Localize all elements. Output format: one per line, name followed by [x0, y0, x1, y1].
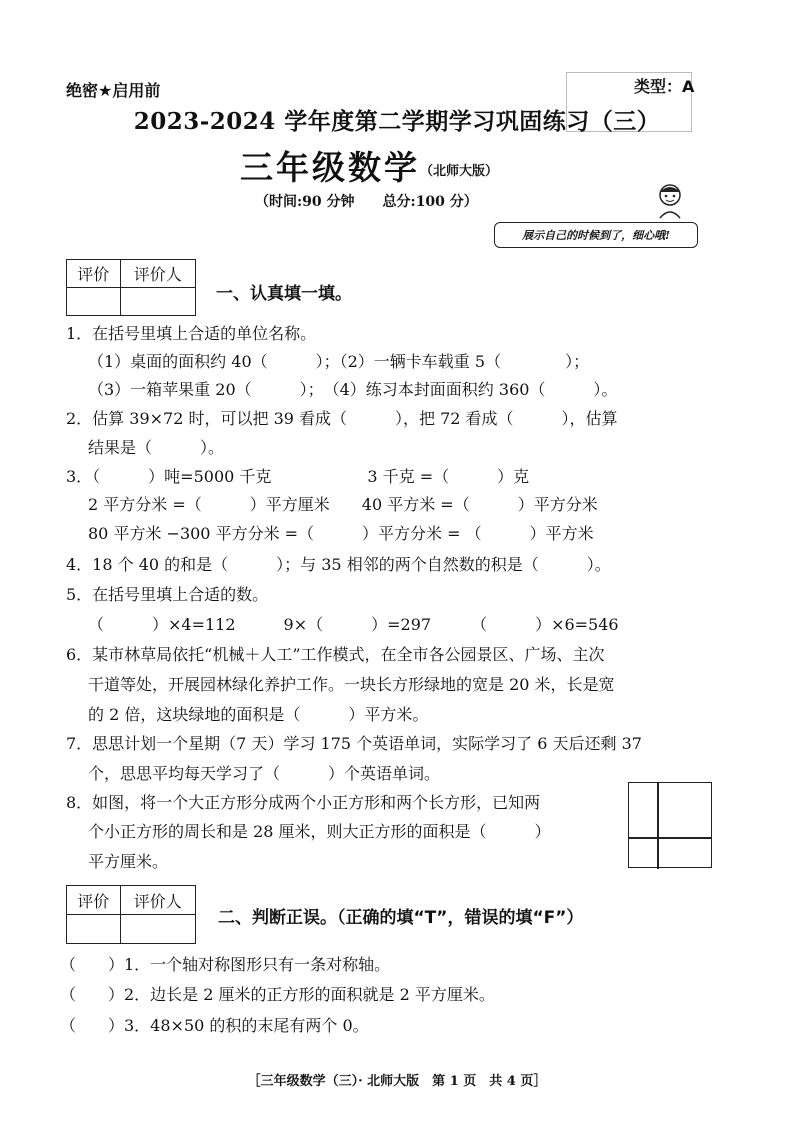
square-figure	[628, 782, 712, 868]
page-footer: ［三年级数学（三）· 北师大版 第 1 页 共 4 页］	[247, 1074, 547, 1089]
question-line: 1．在括号里填上合适的单位名称。	[66, 324, 317, 343]
grader-col-label: 评价人	[120, 260, 195, 288]
question-line: （1）桌面的面积约 40（ ）；（2）一辆卡车载重 5（ ）；	[88, 352, 590, 371]
question-line: 80 平方米 −300 平方分米 =（ ）平方分米 = （ ）平方米	[88, 524, 594, 543]
confidential-label: 绝密★启用前	[66, 81, 161, 100]
section-1-title: 一、认真填一填。	[216, 284, 352, 304]
grade-cell[interactable]	[67, 288, 121, 316]
question-line: 个小正方形的周长和是 28 厘米，则大正方形的面积是（ ）	[88, 822, 551, 841]
question-line: 8．如图，将一个大正方形分成两个小正方形和两个长方形，已知两	[66, 793, 541, 812]
judgment-line: （ ）2．边长是 2 厘米的正方形的面积就是 2 平方厘米。	[60, 985, 495, 1004]
grader-cell[interactable]	[120, 288, 195, 316]
exam-title: 2023-2024 学年度第二学期学习巩固练习（三）	[133, 108, 661, 135]
grade-cell[interactable]	[67, 915, 121, 944]
question-line: 7．思思计划一个星期（7 天）学习 175 个英语单词，实际学习了 6 天后还剩 37	[66, 734, 642, 753]
question-line: 4．18 个 40 的和是（ ）；与 35 相邻的两个自然数的积是（ ）。	[66, 555, 611, 574]
grade-col-label: 评价	[67, 260, 121, 288]
question-line: 的 2 倍，这块绿地的面积是（ ）平方米。	[88, 705, 429, 724]
question-line: 6．某市林草局依托“机械＋人工”工作模式，在全市各公园景区、广场、主次	[66, 645, 605, 664]
grade-table-2	[66, 885, 196, 944]
question-line: 结果是（ ）。	[88, 438, 225, 457]
question-line: （3）一箱苹果重 20（ ）； （4）练习本封面面积约 360（ ）。	[88, 380, 618, 399]
grade-col-label: 评价	[67, 886, 121, 915]
question-line: 个，思思平均每天学习了（ ）个英语单词。	[88, 764, 441, 783]
exam-type-label: 类型：A	[634, 77, 695, 96]
question-line: 干道等处，开展园林绿化养护工作。一块长方形绿地的宽是 20 米，长是宽	[88, 675, 615, 694]
student-avatar-icon	[652, 180, 688, 220]
question-line: 3．（ ）吨=5000 千克 3 千克 =（ ）克	[66, 467, 530, 486]
section-2-title: 二、判断正误。（正确的填“T”，错误的填“F”）	[218, 908, 584, 928]
grade-table-1	[66, 259, 196, 316]
question-line: 平方厘米。	[88, 852, 169, 871]
question-line: 5．在括号里填上合适的数。	[66, 585, 269, 604]
subject-title: 三年级数学	[240, 148, 420, 187]
time-score-info: （时间:90 分钟 总分:100 分）	[255, 194, 478, 210]
judgment-line: （ ）1．一个轴对称图形只有一条对称轴。	[60, 955, 391, 974]
motto-banner: 展示自己的时候到了，细心哦!	[494, 222, 698, 248]
edition-label: （北师大版）	[420, 164, 499, 179]
grader-col-label: 评价人	[120, 886, 195, 915]
question-line: 2．估算 39×72 时，可以把 39 看成（ ），把 72 看成（ ），估算	[66, 409, 618, 428]
grader-cell[interactable]	[120, 915, 195, 944]
question-line: 2 平方分米 =（ ）平方厘米 40 平方米 =（ ）平方分米	[88, 495, 598, 514]
question-line: （ ）×4=112 9×（ ）=297 （ ）×6=546	[88, 615, 619, 634]
judgment-line: （ ）3．48×50 的积的末尾有两个 0。	[60, 1016, 369, 1035]
